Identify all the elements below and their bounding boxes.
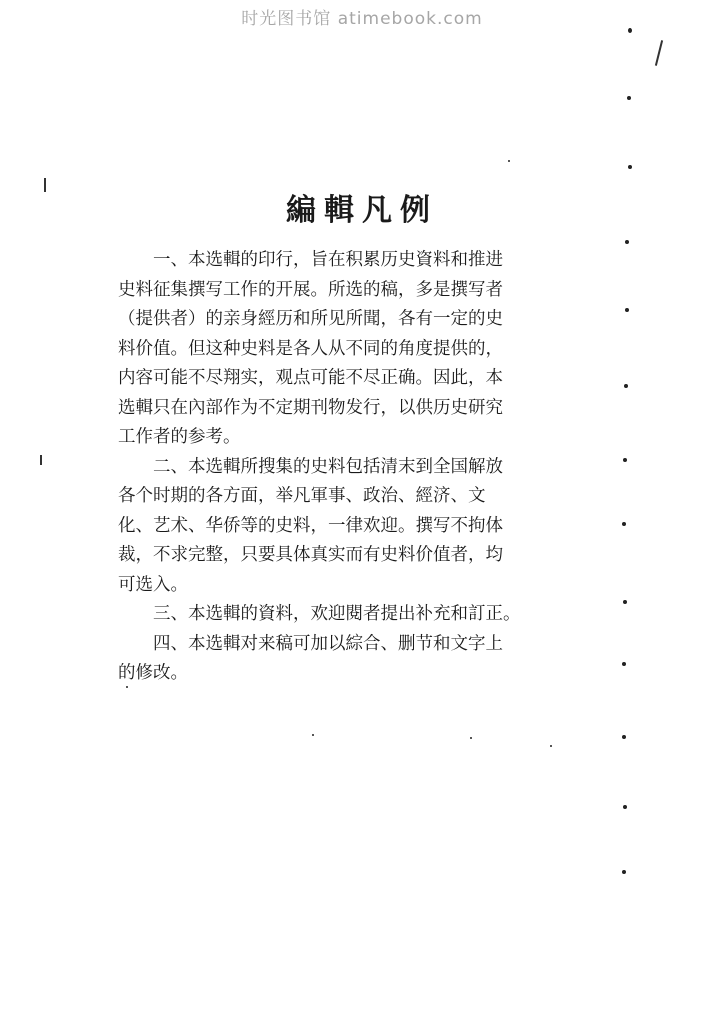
scan-speck — [625, 308, 629, 312]
scan-speck — [470, 737, 472, 739]
scan-speck — [623, 805, 627, 809]
scan-speck — [624, 384, 628, 388]
text-line: 的修改。 — [118, 663, 188, 683]
editorial-notes — [118, 246, 522, 689]
text-line: 可选入。 — [118, 574, 188, 595]
scan-mark — [655, 40, 663, 66]
scan-speck — [508, 160, 510, 162]
scan-speck — [623, 458, 627, 462]
text-line: 裁，不求完整，只要具体真实而有史料价值者，均 — [118, 545, 503, 565]
text-line: 内容可能不尽翔实，观点可能不尽正确。因此，本 — [118, 368, 503, 388]
text-line: 一、本选輯的印行，旨在积累历史資料和推进 — [153, 250, 503, 270]
text-line: （提供者）的亲身經历和所见所聞，各有一定的史 — [118, 309, 503, 329]
paragraph-1 — [118, 246, 522, 453]
paragraph-3 — [118, 600, 522, 630]
scan-speck — [623, 600, 627, 604]
scan-mark — [40, 455, 42, 465]
text-line: 化、艺术、华侨等的史料，一律欢迎。撰写不拘体 — [118, 515, 503, 536]
scan-speck — [622, 662, 626, 666]
text-line: 各个时期的各方面，举凡軍事、政治、經济、文 — [118, 486, 486, 506]
text-line: 料价值。但这种史料是各人从不同的角度提供的， — [118, 338, 503, 359]
scan-speck — [622, 735, 626, 739]
scan-speck — [622, 870, 626, 874]
scan-mark — [44, 178, 46, 192]
text-line: 史料征集撰写工作的开展。所选的稿，多是撰写者 — [118, 279, 503, 300]
scan-speck — [550, 745, 552, 747]
paragraph-4 — [118, 630, 522, 689]
scan-speck — [627, 96, 631, 100]
page-title: 編輯凡例 — [286, 193, 438, 228]
text-line: 二、本选輯所搜集的史料包括清末到全国解放 — [153, 456, 503, 477]
scan-speck — [126, 686, 128, 688]
scan-speck — [625, 240, 629, 244]
scan-speck — [312, 734, 314, 736]
scan-speck — [628, 28, 632, 33]
text-line: 工作者的参考。 — [118, 427, 241, 447]
text-line: 选輯只在內部作为不定期刊物发行，以供历史研究 — [118, 397, 503, 418]
watermark: 时光图书馆 atimebook.com — [241, 9, 483, 29]
scan-speck — [622, 522, 626, 526]
text-line: 三、本选輯的資料，欢迎閱者提出补充和訂正。 — [153, 604, 521, 624]
paragraph-2 — [118, 453, 522, 601]
text-line: 四、本选輯对来稿可加以綜合、删节和文字上 — [153, 633, 503, 654]
scan-speck — [628, 165, 632, 169]
